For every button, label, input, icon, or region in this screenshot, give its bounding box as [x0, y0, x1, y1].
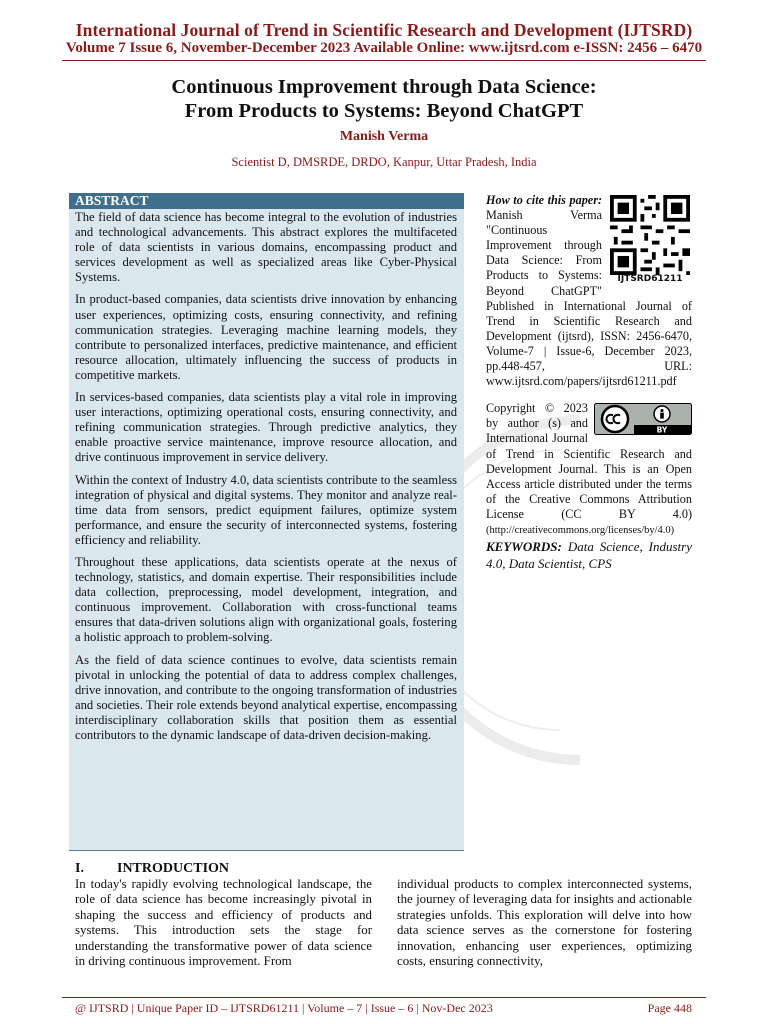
license-url[interactable]: (http://creativecommons.org/licenses/by/4.0): [486, 524, 675, 536]
abstract-heading: ABSTRACT: [69, 193, 464, 209]
abstract-paragraph: The field of data science has become integral to the evolution of industries and technological advancements. This abstract explores the multifaceted role of data scientists in various domains, encompassing product and services development as well as specialized areas like Cyber-Physical Systems.: [75, 210, 457, 285]
title-line-2: From Products to Systems: Beyond ChatGPT: [184, 100, 584, 122]
title-line-1: Continuous Improvement through Data Science:: [171, 76, 597, 98]
page-number: Page 448: [647, 1001, 692, 1015]
copyright-text: Copyright © 2023 by author (s) and International Journal of Trend in Scientific Research and Development Journal. This is an Open Access article distributed under the terms of the Creative Commons Attribution License (CC BY 4.0): [486, 401, 692, 521]
cc-by-badge[interactable]: [594, 403, 692, 435]
abstract-paragraph: Within the context of Industry 4.0, data scientists contribute to the seamless integration of physical and digital systems. They monitor and analyze real-time data from sensors, predict equipment failures, optimize system performance, and ensure the security of interconnected systems, fostering efficiency and reliability.: [75, 472, 457, 547]
section-number: I.: [75, 861, 84, 876]
cc-by-label: BY: [656, 425, 668, 435]
footer-divider: [62, 997, 706, 998]
keywords-text: Data Science, Industry 4.0, Data Scientist, CPS: [486, 539, 692, 572]
abstract-box: [69, 193, 464, 851]
citation-text: Manish Verma "Continuous Improvement through Data Science: From Products to Systems: Beyond ChatGPT" Published in International Journal of Trend in Scientific Research and Development (ijtsrd), ISSN: 2456-6470, Volume-7 | Issue-6, December 2023, pp.448-457, URL: www.ijtsrd.com/papers/ijtsrd61211.pdf: [486, 208, 692, 389]
page-footer: [75, 1001, 692, 1016]
citation-lead: How to cite this paper:: [486, 193, 602, 207]
journal-name: International Journal of Trend in Scientific Research and Development (IJTSRD): [75, 20, 693, 40]
citation-block: [486, 193, 692, 389]
abstract-paragraph: In services-based companies, data scientists play a vital role in improving user interactions, optimizing operational costs, ensuring connectivity, and refining communication strategies. Through predictive analytics, they enable proactive service maintenance, improve resource allocation, and drive continuous improvement in service delivery.: [75, 390, 457, 465]
citation-column: [486, 193, 692, 572]
introduction-right-column: individual products to complex interconnected systems, the journey of leveraging data for insights and actionable strategies unfolds. This exploration will delve into how data science serves as the cornerstone for fostering innovation, enhancing user experiences, optimizing costs, ensuring connectivity,: [397, 877, 692, 969]
author-name: Manish Verma: [339, 129, 429, 144]
qr-paper-id: IJTSRD61211: [617, 273, 683, 284]
introduction-left-column: In today's rapidly evolving technological landscape, the role of data science has become increasingly pivotal in shaping the success and efficiency of products and systems. This introduction sets the stage for understanding the transformative power of data science in driving continuous improvement. From: [75, 877, 372, 969]
volume-line: Volume 7 Issue 6, November-December 2023 Available Online: www.ijtsrd.com e-ISSN: 2456 – 6470: [65, 40, 703, 56]
abstract-paragraph: Throughout these applications, data scientists operate at the nexus of technology, statistics, and domain expertise. Their responsibilities include data collection, preprocessing, model development, integration, and continuous improvement. Collaboration with cross-functional teams ensures that data-driven solutions align with organizational goals, fostering a holistic approach to problem-solving.: [75, 554, 457, 645]
keywords-label: KEYWORDS:: [486, 539, 562, 555]
paper-title: [0, 75, 768, 123]
creative-commons-icon: [594, 403, 692, 435]
abstract-paragraph: In product-based companies, data scientists drive innovation by enhancing user experiences, optimizing costs, ensuring connectivity, and refining communication strategies. Leveraging machine learning models, they contribute to personalized interfaces, predictive maintenance, and efficient resource allocation, ultimately influencing the success of products in competitive markets.: [75, 292, 457, 382]
introduction-heading: [75, 861, 229, 877]
header-divider: [62, 60, 706, 61]
section-title: INTRODUCTION: [117, 861, 230, 876]
qr-code-icon: [608, 195, 692, 275]
abstract-body: [69, 209, 464, 743]
footer-text: @ IJTSRD | Unique Paper ID – IJTSRD61211 | Volume – 7 | Issue – 6 | Nov-Dec 2023: [75, 1001, 493, 1015]
author-affiliation: Scientist D, DMSRDE, DRDO, Kanpur, Uttar Pradesh, India: [231, 155, 537, 169]
abstract-paragraph: As the field of data science continues to evolve, data scientists remain pivotal in unlocking the potential of data to address complex challenges, drive innovation, and contribute to the ongoing transformation of industries and societies. Their role extends beyond analytical expertise, encompassing interdisciplinary collaboration skills that position them as essential contributors to the dynamic landscape of data-driven decision-making.: [75, 652, 457, 742]
qr-code[interactable]: [608, 195, 692, 287]
copyright-block: [486, 401, 692, 538]
keywords: [486, 538, 692, 572]
